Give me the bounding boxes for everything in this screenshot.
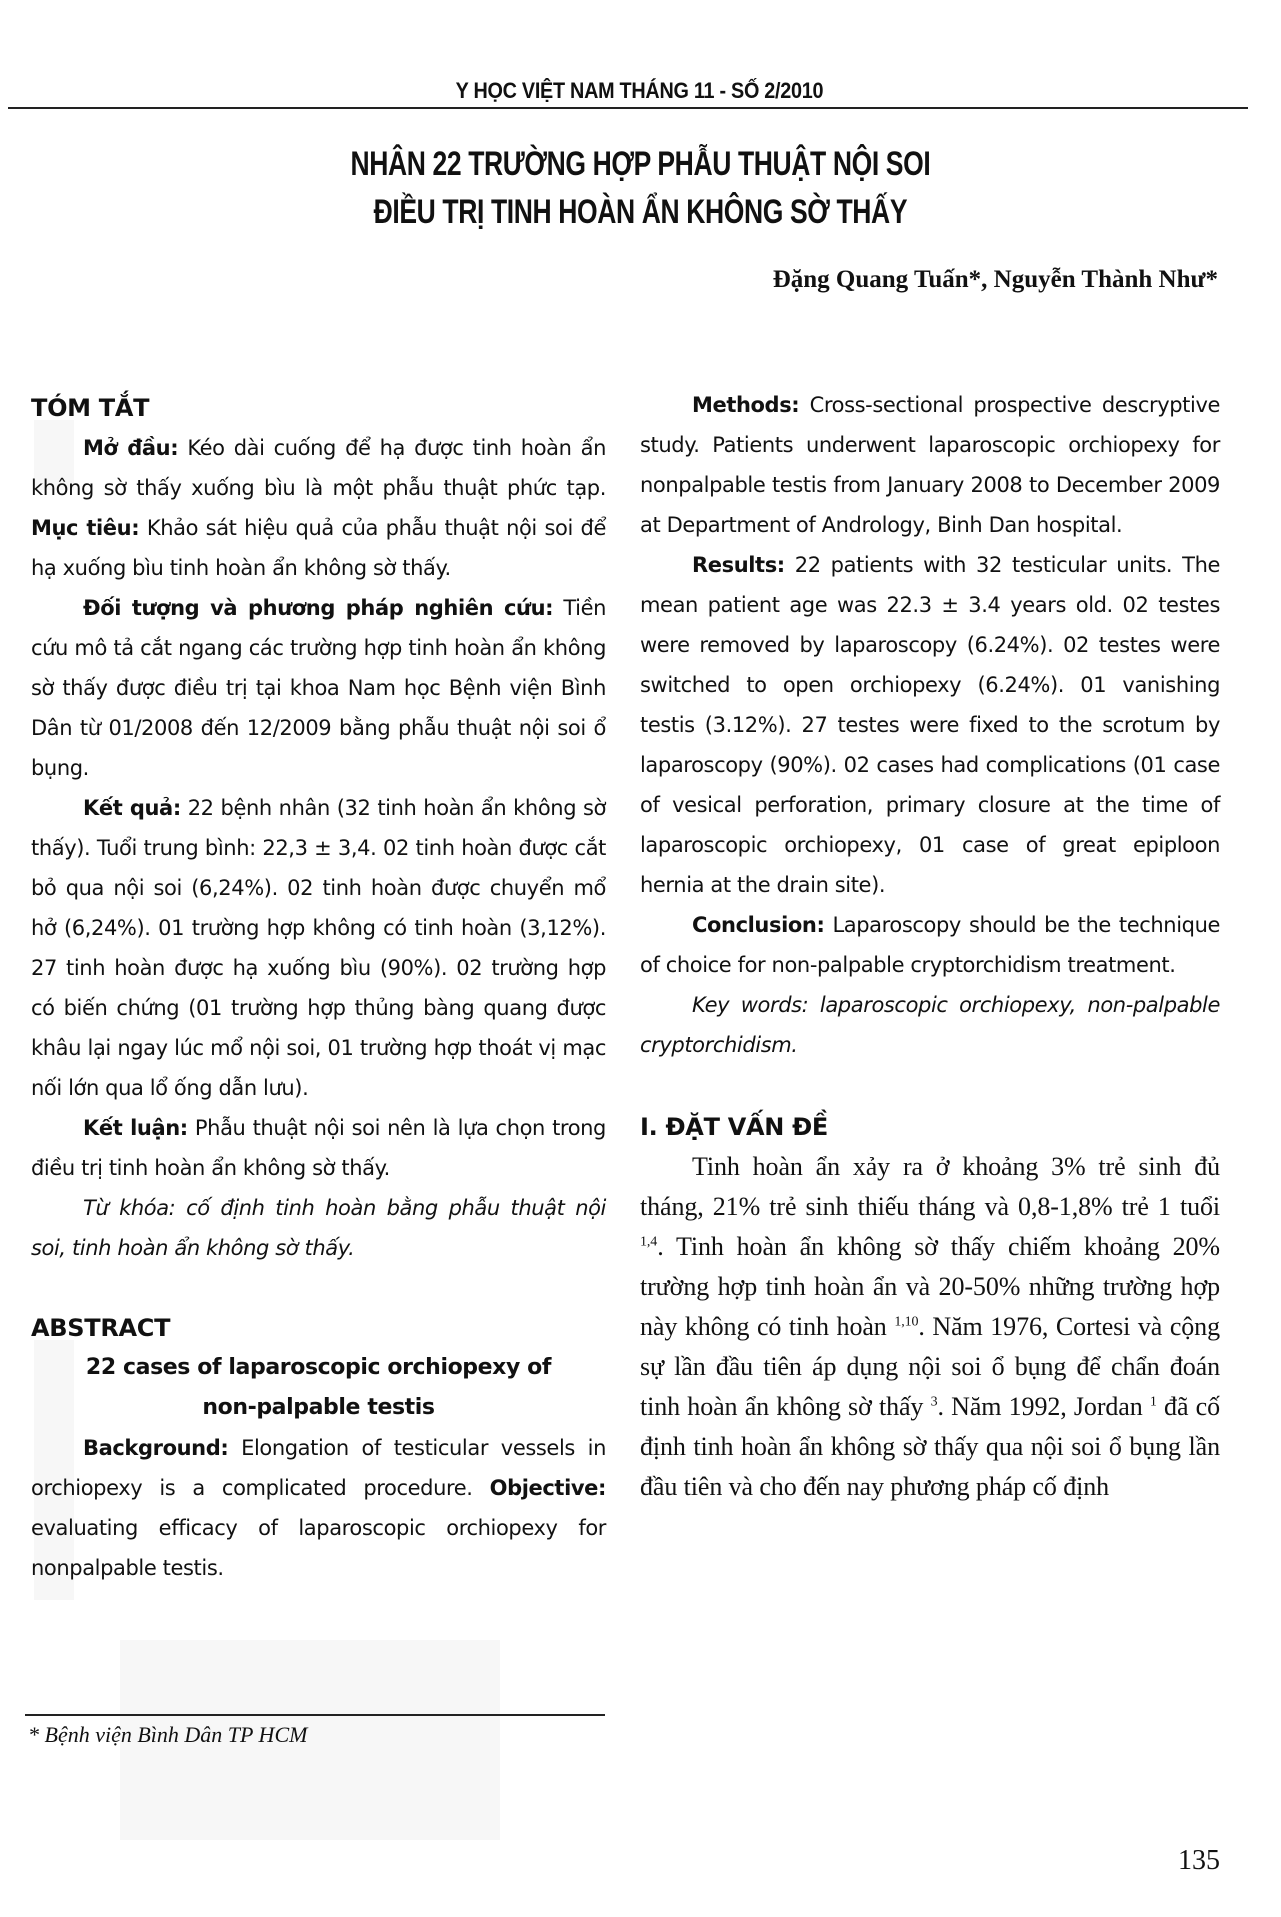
intro-text: . Năm 1992, Jordan: [937, 1392, 1150, 1421]
label-doi-tuong: Đối tượng và phương pháp nghiên cứu:: [83, 596, 554, 620]
keywords-en: Key words: laparoscopic orchiopexy, non-palpable cryptorchidism.: [640, 993, 1220, 1057]
label-ket-qua: Kết quả:: [83, 796, 181, 820]
title-line: ĐIỀU TRỊ TINH HOÀN ẨN KHÔNG SỜ THẤY: [373, 193, 908, 231]
paragraph-key-words: [640, 985, 1220, 1065]
section-heading-abstract: ABSTRACT: [31, 1314, 171, 1342]
keywords-vi: Từ khóa: cố định tinh hoàn bằng phẫu thuật nội soi, tinh hoàn ẩn không sờ thấy.: [31, 1196, 606, 1260]
intro-text: . Tinh hoàn ẩn không sờ thấy chiếm khoảng 20% trường hợp tinh hoàn ẩn và 20-50% những trường hợp này không có tinh hoàn: [640, 1232, 1220, 1341]
label-methods: Methods:: [692, 393, 800, 417]
paragraph-intro: [640, 1147, 1220, 1507]
abstract-title-line: 22 cases of laparoscopic orchiopexy of: [85, 1355, 552, 1380]
paragraph-tu-khoa: [31, 1188, 606, 1268]
article-title: [141, 140, 1140, 236]
authors: Đặng Quang Tuấn*, Nguyễn Thành Như*: [772, 266, 1218, 293]
footnote-rule: [25, 1714, 605, 1716]
left-column: [31, 388, 606, 1588]
citation-ref: 1,10: [894, 1314, 919, 1330]
text-ket-qua: 22 bệnh nhân (32 tinh hoàn ẩn không sờ thấy). Tuổi trung bình: 22,3 ± 3,4. 02 tinh hoàn được cắt bỏ qua nội soi (6,24%). 02 tinh hoàn được chuyển mổ hở (6,24%). 01 trường hợp không có tinh hoàn (3,12%). 27 tinh hoàn được hạ xuống bìu (90%). 02 trường hợp có biến chứng (01 trường hợp thủng bàng quang được khâu lại ngay lúc mổ nội soi, 01 trường hợp thoát vị mạc nối lớn qua lổ ống dẫn lưu).: [31, 796, 607, 1100]
paragraph-methods: [640, 385, 1220, 545]
text-ket-luan: Phẫu thuật nội soi nên là lựa chọn trong điều trị tinh hoàn ẩn không sờ thấy.: [31, 1116, 606, 1180]
text-conclusion: Laparoscopy should be the technique of choice for non-palpable cryptorchidism treatment.: [640, 913, 1220, 977]
text-background: Elongation of testicular vessels in orchiopexy is a complicated procedure.: [31, 1436, 606, 1500]
citation-ref: 3: [930, 1394, 938, 1410]
page-number: 135: [1178, 1845, 1220, 1876]
section-heading-tom-tat: TÓM TẮT: [31, 394, 150, 422]
label-conclusion: Conclusion:: [692, 913, 825, 937]
text-doi-tuong: Tiền cứu mô tả cắt ngang các trường hợp tinh hoàn ẩn không sờ thấy được điều trị tại khoa Nam học Bệnh viện Bình Dân từ 01/2008 đến 12/2009 bằng phẫu thuật nội soi ổ bụng.: [31, 596, 607, 780]
paragraph-conclusion: [640, 905, 1220, 985]
paragraph-background: [31, 1428, 606, 1588]
label-ket-luan: Kết luận:: [83, 1116, 188, 1140]
intro-text: Tinh hoàn ẩn xảy ra ở khoảng 3% trẻ sinh đủ tháng, 21% trẻ sinh thiếu tháng và 0,8-1,8% trẻ 1 tuổi: [640, 1152, 1220, 1221]
abstract-title-line: non-palpable testis: [202, 1395, 435, 1420]
intro-text: . Năm 1976, Cortesi và cộng sự lần đầu tiên áp dụng nội soi ổ bụng để chẩn đoán tinh hoàn ẩn không sờ thấy: [640, 1312, 1220, 1421]
label-objective: Objective:: [489, 1476, 606, 1500]
footnote: * Bệnh viện Bình Dân TP HCM: [28, 1722, 308, 1747]
text-results: 22 patients with 32 testicular units. The mean patient age was 22.3 ± 3.4 years old. 02 testes were removed by laparoscopy (6.24%). 02 testes were switched to open orchiopexy (6.24%). 01 vanishing testis (3.12%). 27 testes were fixed to the scrotum by laparoscopy (90%). 02 cases had complications (01 case of vesical perforation, primary closure at the time of laparoscopic orchiopexy, 01 case of great epiploon hernia at the drain site).: [640, 553, 1220, 897]
label-background: Background:: [83, 1436, 229, 1460]
text-objective: evaluating efficacy of laparoscopic orchiopexy for nonpalpable testis.: [31, 1516, 606, 1580]
right-column: [640, 385, 1220, 1507]
citation-ref: 1,4: [640, 1234, 658, 1250]
title-line: NHÂN 22 TRƯỜNG HỢP PHẪU THUẬT NỘI SOI: [350, 145, 931, 183]
paragraph-ket-qua: [31, 788, 606, 1108]
label-muc-tieu: Mục tiêu:: [31, 516, 140, 540]
paragraph-results: [640, 545, 1220, 905]
intro-text: đã cố định tinh hoàn ẩn không sờ thấy qua nội soi ổ bụng lần đầu tiên và cho đến nay phương pháp cố định: [640, 1392, 1220, 1501]
label-results: Results:: [692, 553, 785, 577]
paragraph-doi-tuong: [31, 588, 606, 788]
running-head: Y HỌC VIỆT NAM THÁNG 11 - SỐ 2/2010: [455, 78, 824, 103]
text-mo-dau: Kéo dài cuống để hạ được tinh hoàn ẩn không sờ thấy xuống bìu là một phẫu thuật phức tạp.: [31, 436, 606, 500]
label-mo-dau: Mở đầu:: [83, 436, 179, 460]
text-methods: Cross-sectional prospective descryptive study. Patients underwent laparoscopic orchiopexy for nonpalpable testis from January 2008 to December 2009 at Department of Andrology, Binh Dan hospital.: [640, 393, 1220, 537]
text-muc-tieu: Khảo sát hiệu quả của phẫu thuật nội soi để hạ xuống bìu tinh hoàn ẩn không sờ thấy.: [31, 516, 606, 580]
paragraph-ket-luan: [31, 1108, 606, 1188]
header-rule: [8, 107, 1248, 109]
paragraph-mo-dau: [31, 428, 606, 588]
section-heading-dat-van-de: I. ĐẶT VẤN ĐỀ: [640, 1113, 829, 1141]
citation-ref: 1: [1149, 1394, 1157, 1410]
